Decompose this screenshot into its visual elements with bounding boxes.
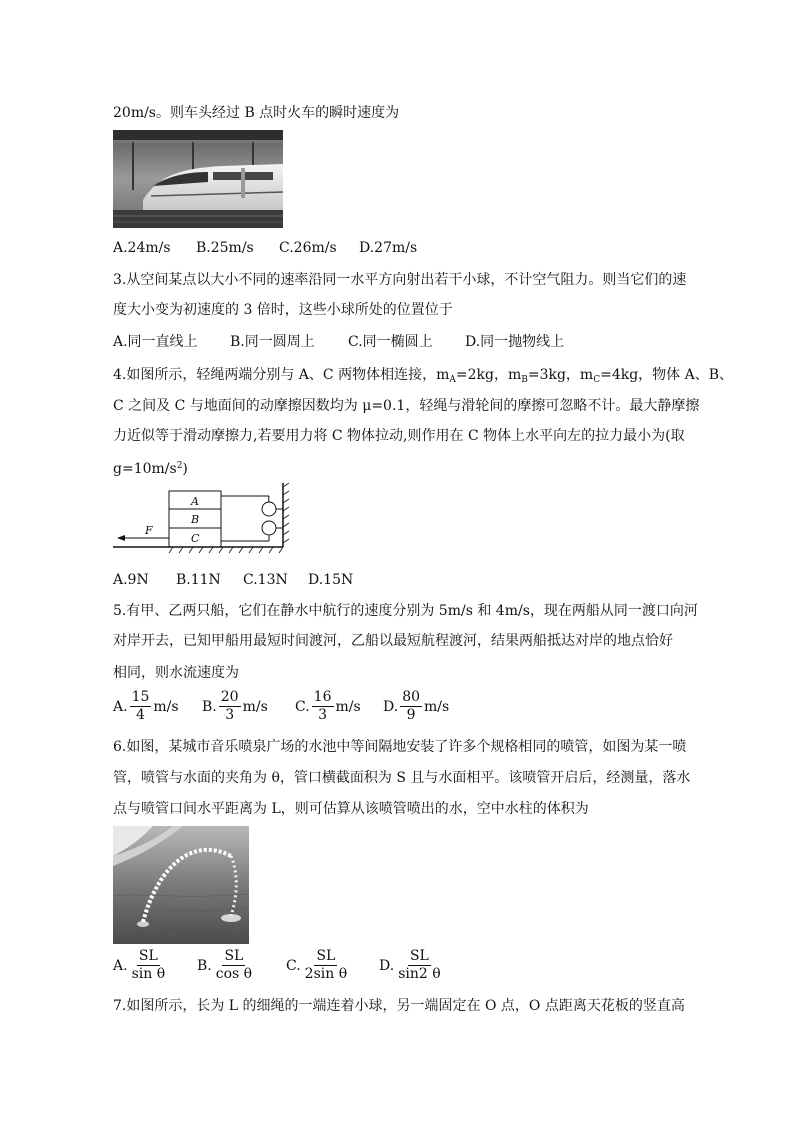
q5-option-d-num: 80 xyxy=(402,689,421,705)
q6-option-d-fraction xyxy=(396,948,442,983)
q6-option-d-den: sin2 θ xyxy=(398,966,441,982)
q5-option-c-num: 16 xyxy=(313,689,332,705)
label-f: F xyxy=(145,524,153,537)
q6-option-a-num: SL xyxy=(138,948,158,964)
pulley-lower xyxy=(262,521,276,535)
q5-option-a-fraction xyxy=(130,689,152,724)
q4-option-c[interactable]: C.13N xyxy=(243,572,288,588)
q3-text-line2: 度大小变为初速度的 3 倍时，这些小球所处的位置位于 xyxy=(113,302,453,318)
q5-option-c-den: 3 xyxy=(318,707,328,723)
q5-option-a-num: 15 xyxy=(131,689,150,705)
pulley-upper xyxy=(262,502,276,516)
fountain-photo xyxy=(113,826,249,944)
q2-option-d[interactable]: D.27m/s xyxy=(359,240,418,256)
q6-text-line2: 管，喷管与水面的夹角为 θ，管口横截面积为 S 且与水面相平。该喷管开启后，经测量，落水 xyxy=(113,770,691,786)
pulley-diagram xyxy=(113,483,293,555)
q5-option-a[interactable] xyxy=(113,689,179,724)
q4-sub-b: B xyxy=(521,375,528,385)
fountain-image xyxy=(113,826,249,944)
q4-text-line4 xyxy=(113,456,188,479)
q2-options xyxy=(113,238,417,258)
q4-option-d[interactable]: D.15N xyxy=(308,572,354,588)
q6-option-c-den: 2sin θ xyxy=(304,966,348,982)
q2-text-tail: 20m/s。则车头经过 B 点时火车的瞬时速度为 xyxy=(113,105,400,121)
q5-option-b-num: 20 xyxy=(220,689,239,705)
q4-sub-c: C xyxy=(593,375,601,385)
q6-text-line1: 6.如图，某城市音乐喷泉广场的水池中等间隔地安装了许多个规格相同的喷管，如图为某一喷 xyxy=(113,739,687,755)
q5-text-line3: 相同，则水流速度为 xyxy=(113,665,239,681)
q5-option-c-fraction xyxy=(312,689,334,724)
q5-option-c-letter: C. xyxy=(295,698,310,715)
q5-text-line1: 5.有甲、乙两只船，它们在静水中航行的速度分别为 5m/s 和 4m/s，现在两船从同一渡口向河 xyxy=(113,603,698,619)
q6-option-a-den: sin θ xyxy=(131,966,166,982)
q6-option-c-fraction xyxy=(303,948,349,983)
q4-option-a[interactable]: A.9N xyxy=(113,572,149,588)
q6-option-a-fraction xyxy=(130,948,168,983)
q3-options xyxy=(113,332,564,352)
q6-option-d-letter: D. xyxy=(379,957,395,974)
q4-text-line3: 力近似等于滑动摩擦力,若要用力将 C 物体拉动,则作用在 C 物体上水平向左的拉力最小为(取 xyxy=(113,428,685,444)
q5-text-line2: 对岸开去，已知甲船用最短时间渡河，乙船以最短航程渡河，结果两船抵达对岸的地点恰好 xyxy=(113,633,673,649)
q4-option-b[interactable]: B.11N xyxy=(176,572,221,588)
q3-text-line1: 3.从空间某点以大小不同的速率沿同一水平方向射出若干小球，不计空气阻力。则当它们的速 xyxy=(113,272,687,288)
label-a: A xyxy=(191,495,199,508)
q5-option-d[interactable] xyxy=(383,689,449,724)
q6-text-line3: 点与喷管口间水平距离为 L，则可估算从该喷管喷出的水，空中水柱的体积为 xyxy=(113,801,589,817)
q6-option-a-letter: A. xyxy=(113,957,128,974)
q5-option-b[interactable] xyxy=(202,689,268,724)
q5-option-a-unit: m/s xyxy=(153,698,179,715)
q6-option-d[interactable] xyxy=(379,948,445,983)
q5-option-a-den: 4 xyxy=(136,707,145,723)
q5-option-c[interactable] xyxy=(295,689,361,724)
q4-line1-part-c: =3kg，m xyxy=(527,367,594,383)
q3-option-a[interactable]: A.同一直线上 xyxy=(113,334,198,350)
q6-option-c[interactable] xyxy=(286,948,351,983)
q6-option-b-den: cos θ xyxy=(215,966,253,982)
q7-text-line1: 7.如图所示，长为 L 的细绳的一端连着小球，另一端固定在 O 点，O 点距离天花板的竖直高 xyxy=(113,998,685,1014)
q2-option-b[interactable]: B.25m/s xyxy=(196,240,254,256)
q5-option-d-fraction xyxy=(400,689,422,724)
pulley-diagram-svg xyxy=(113,483,293,555)
q5-option-b-fraction xyxy=(219,689,241,724)
q5-option-d-den: 9 xyxy=(406,707,416,723)
q5-option-b-den: 3 xyxy=(225,707,235,723)
q4-line1-part-d: =4kg，物体 A、B、 xyxy=(600,367,734,383)
q4-text-line2: C 之间及 C 与地面间的动摩擦因数均为 μ=0.1，轻绳与滑轮间的摩擦可忽略不计。最大静摩擦 xyxy=(113,398,700,414)
train-photo xyxy=(113,130,283,228)
q6-option-c-letter: C. xyxy=(286,957,301,974)
q4-line1-part-b: =2kg，m xyxy=(455,367,522,383)
label-c: C xyxy=(191,532,200,545)
q5-option-b-letter: B. xyxy=(202,698,217,715)
q4-line4-part-a: g=10m/s xyxy=(113,461,177,477)
q5-option-a-letter: A. xyxy=(113,698,128,715)
q5-option-c-unit: m/s xyxy=(335,698,361,715)
q2-option-a[interactable]: A.24m/s xyxy=(113,240,171,256)
q6-option-d-num: SL xyxy=(409,948,429,964)
q2-option-c[interactable]: C.26m/s xyxy=(279,240,337,256)
label-b: B xyxy=(191,513,200,526)
q6-option-b-num: SL xyxy=(224,948,244,964)
q3-option-c[interactable]: C.同一椭圆上 xyxy=(348,334,433,350)
q4-line1-part-a: 4.如图所示，轻绳两端分别与 A、C 两物体相连接，m xyxy=(113,367,450,383)
q4-line4-part-b: ) xyxy=(182,461,188,477)
q3-option-d[interactable]: D.同一抛物线上 xyxy=(465,334,565,350)
q6-option-b[interactable] xyxy=(197,948,256,983)
q6-option-b-fraction xyxy=(214,948,254,983)
q4-line4-sup: 2 xyxy=(176,461,183,471)
q5-option-d-letter: D. xyxy=(383,698,399,715)
train-image xyxy=(113,130,283,228)
q4-sub-a: A xyxy=(449,375,456,385)
q5-option-b-unit: m/s xyxy=(242,698,268,715)
q6-option-b-letter: B. xyxy=(197,957,212,974)
q3-option-b[interactable]: B.同一圆周上 xyxy=(230,334,315,350)
q5-option-d-unit: m/s xyxy=(424,698,450,715)
q6-option-a[interactable] xyxy=(113,948,169,983)
q6-option-c-num: SL xyxy=(316,948,336,964)
q4-options xyxy=(113,570,353,590)
q4-text-line1 xyxy=(113,365,733,390)
